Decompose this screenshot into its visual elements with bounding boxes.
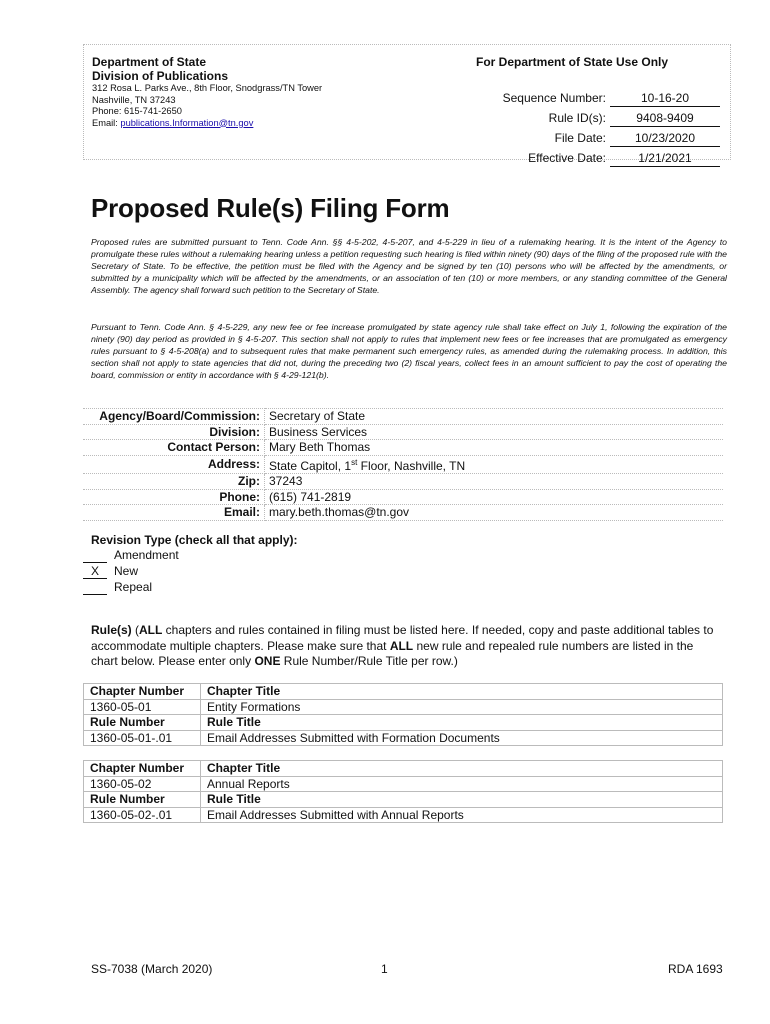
fee-paragraph: Pursuant to Tenn. Code Ann. § 4-5-229, any new fee or fee increase promulgated by state agency rule shall take effect on July 1, following the expiration of the ninety (90) day period as provided in § 4-5-207. This section shall not apply to rules that implement new fees or fee increases that are promulgated as emergency rules pursuant to § 4-5-208(a) and to subsequent rules that make permanent such emergency rules, as amended during the rulemaking process. In addition, this section shall not apply to state agencies that did not, during the preceding two (2) fiscal years, collect fees in an amount sufficient to pay the cost of operating the board, commission or entity in accordance with § 4-29-121(b). xyxy=(91,322,727,380)
chapter-header-row xyxy=(84,684,723,700)
address-value-post: Floor, Nashville, TN xyxy=(357,458,466,473)
effective-date-label: Effective Date: xyxy=(528,151,606,165)
rule-header-row xyxy=(84,715,723,731)
intro-paragraph: Proposed rules are submitted pursuant to Tenn. Code Ann. §§ 4-5-202, 4-5-207, and 4-5-229 in lieu of a rulemaking hearing. It is the intent of the Agency to promulgate these rules without a rulemaking hearing unless a petition requesting such hearing is filed within ninety (90) days of the filing of the proposed rule with the Secretary of State. To be effective, the petition must be filed with the Agency and be signed by ten (10) persons who will be affected by the amendments, or submitted by a municipality which will be affected by the amendments, or an association of ten (10) or more members, or any standing committee of the General Assembly. The agency shall forward such petition to the Secretary of State. xyxy=(91,237,727,295)
address-value xyxy=(265,455,724,474)
revision-checkbox-repeal[interactable] xyxy=(83,580,107,595)
sequence-number-label: Sequence Number: xyxy=(502,91,606,105)
file-date-row xyxy=(476,129,724,149)
revision-option-repeal[interactable] xyxy=(83,580,283,595)
email-value: mary.beth.thomas@tn.gov xyxy=(265,505,724,521)
address-value-pre: State Capitol, 1 xyxy=(269,458,352,473)
rules-note-p5: ALL xyxy=(389,638,414,653)
chapter-title: Entity Formations xyxy=(201,699,723,715)
revision-checkbox-amendment[interactable] xyxy=(83,548,107,563)
state-use-only xyxy=(476,55,724,165)
form-number: SS-7038 (March 2020) xyxy=(91,962,213,976)
sequence-number-row xyxy=(476,89,724,109)
rule-header-row xyxy=(84,792,723,808)
department-info xyxy=(92,55,392,129)
rules-note-p8: Rule Number/Rule Title per row.) xyxy=(280,654,458,668)
rule-id-label: Rule ID(s): xyxy=(548,111,606,125)
chapter-title-header: Chapter Title xyxy=(201,761,723,777)
file-date-label: File Date: xyxy=(554,131,606,145)
rules-note-p4: chapters and rules contained in filing must be listed here. If needed, copy and paste additional tables to accommodate multiple chapters. Please make sure that xyxy=(91,623,714,653)
chapter-table-1 xyxy=(83,683,723,746)
chapter-number-header: Chapter Number xyxy=(84,761,201,777)
effective-date-row xyxy=(476,149,724,169)
agency-label: Agency/Board/Commission: xyxy=(83,409,265,425)
rule-title-header: Rule Title xyxy=(201,715,723,731)
rule-title-header: Rule Title xyxy=(201,792,723,808)
revision-type-title: Revision Type (check all that apply): xyxy=(91,533,298,547)
page-number: 1 xyxy=(381,962,388,976)
email-label-cell: Email: xyxy=(83,505,265,521)
contact-value: Mary Beth Thomas xyxy=(265,440,724,456)
rules-note-p3: ALL xyxy=(139,623,163,637)
zip-label: Zip: xyxy=(83,474,265,490)
address-label: Address: xyxy=(83,455,265,474)
chapter-number: 1360-05-02 xyxy=(84,776,201,792)
file-date-value: 10/23/2020 xyxy=(610,131,720,147)
chapter-row xyxy=(84,699,723,715)
rule-title: Email Addresses Submitted with Annual Reports xyxy=(201,807,723,823)
rule-row xyxy=(84,730,723,746)
rules-note-p7: ONE xyxy=(254,654,281,668)
email-link[interactable]: publications.Information@tn.gov xyxy=(120,117,254,128)
division-row xyxy=(83,424,723,440)
contact-row xyxy=(83,440,723,456)
revision-checkbox-new[interactable]: X xyxy=(83,564,107,579)
rule-number: 1360-05-02-.01 xyxy=(84,807,201,823)
address-line-1: 312 Rosa L. Parks Ave., 8th Floor, Snodgrass/TN Tower xyxy=(92,83,323,93)
zip-value: 37243 xyxy=(265,474,724,490)
address-row xyxy=(83,455,723,474)
revision-option-new[interactable] xyxy=(83,564,283,579)
rules-note-p1: Rule(s) xyxy=(91,623,132,637)
rule-number-header: Rule Number xyxy=(84,715,201,731)
phone-label: Phone: xyxy=(83,489,265,505)
division-name: Division of Publications xyxy=(92,69,229,83)
zip-row xyxy=(83,474,723,490)
phone-value: (615) 741-2819 xyxy=(265,489,724,505)
rules-instructions xyxy=(91,623,721,670)
rules-note-p6: new rule and repealed rule numbers are listed in the chart below. Please enter only xyxy=(91,638,694,668)
email-label: Email: xyxy=(92,117,121,128)
email-line xyxy=(92,118,392,130)
rule-row xyxy=(84,807,723,823)
revision-label-amendment: Amendment xyxy=(114,548,179,562)
phone-line: Phone: 615-741-2650 xyxy=(92,106,182,116)
chapter-title: Annual Reports xyxy=(201,776,723,792)
agency-value: Secretary of State xyxy=(265,409,724,425)
email-row xyxy=(83,505,723,521)
revision-option-amendment[interactable] xyxy=(83,548,283,563)
rule-number: 1360-05-01-.01 xyxy=(84,730,201,746)
agency-info-table xyxy=(83,408,723,521)
division-value: Business Services xyxy=(265,424,724,440)
chapter-title-header: Chapter Title xyxy=(201,684,723,700)
chapter-row xyxy=(84,776,723,792)
use-only-title: For Department of State Use Only xyxy=(476,55,669,69)
contact-label: Contact Person: xyxy=(83,440,265,456)
sequence-number-value: 10-16-20 xyxy=(610,91,720,107)
rule-id-value: 9408-9409 xyxy=(610,111,720,127)
rule-id-row xyxy=(476,109,724,129)
address-value-sup: st xyxy=(351,457,358,467)
rule-title: Email Addresses Submitted with Formation Documents xyxy=(201,730,723,746)
page-title: Proposed Rule(s) Filing Form xyxy=(91,193,450,223)
chapter-header-row xyxy=(84,761,723,777)
chapter-table-2 xyxy=(83,760,723,823)
address-line-2: Nashville, TN 37243 xyxy=(92,94,176,105)
chapter-number-header: Chapter Number xyxy=(84,684,201,700)
department-name: Department of State xyxy=(92,55,207,69)
effective-date-value: 1/21/2021 xyxy=(610,151,720,167)
phone-row xyxy=(83,489,723,505)
revision-label-new: New xyxy=(114,564,139,578)
revision-label-repeal: Repeal xyxy=(114,580,153,594)
rules-note-p2: ( xyxy=(131,623,140,637)
agency-row xyxy=(83,409,723,425)
rule-number-header: Rule Number xyxy=(84,792,201,808)
rda-number: RDA 1693 xyxy=(668,962,723,976)
header-box xyxy=(83,44,731,165)
division-label: Division: xyxy=(83,424,265,440)
chapter-number: 1360-05-01 xyxy=(84,699,201,715)
